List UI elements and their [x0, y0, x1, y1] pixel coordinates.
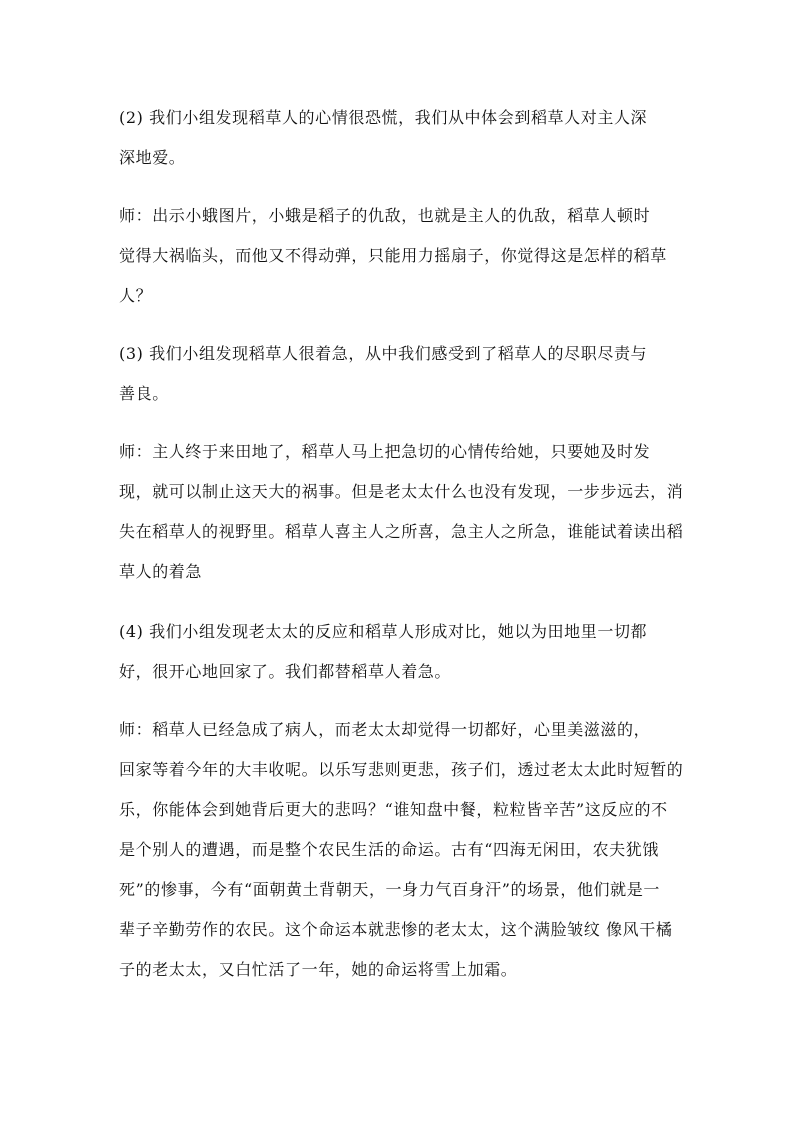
paragraph-teacher-3 [119, 710, 684, 990]
paragraph-student-report-3 [119, 334, 679, 414]
text-line: 师：出示小蛾图片，小蛾是稻子的仇敌，也就是主人的仇敌，稻草人顿时 [119, 206, 651, 225]
paragraph-teacher-1 [119, 196, 679, 316]
text-line: 乐，你能体会到她背后更大的悲吗？“谁知盘中餐，粒粒皆辛苦”这反应的不 [119, 800, 668, 819]
text-line: 死”的惨事，今有“面朝黄土背朝天，一身力气百身汗”的场景，他们就是一 [119, 880, 660, 899]
paragraph-student-report-4 [119, 612, 679, 692]
paragraph-student-report-2 [119, 98, 679, 178]
text-line: 觉得大祸临头，而他又不得动弹，只能用力摇扇子，你觉得这是怎样的稻草 [119, 246, 667, 265]
text-line: (2) 我们小组发现稻草人的心情很恐慌，我们从中体会到稻草人对主人深 [119, 108, 648, 127]
text-line: 师：稻草人已经急成了病人，而老太太却觉得一切都好，心里美滋滋的， [119, 720, 651, 739]
text-line: 现，就可以制止这天大的祸事。但是老太太什么也没有发现，一步步远去，消 [119, 482, 684, 501]
text-line: 师：主人终于来田地了，稻草人马上把急切的心情传给她，只要她及时发 [119, 442, 651, 461]
text-line: 人？ [119, 286, 153, 305]
text-line: 子的老太太，又白忙活了一年，她的命运将雪上加霜。 [119, 960, 518, 979]
text-line: 深地爱。 [119, 148, 186, 167]
text-line: 辈子辛勤劳作的农民。这个命运本就悲惨的老太太，这个满脸皱纹 像风干橘 [119, 920, 673, 939]
text-line: 回家等着今年的大丰收呢。以乐写悲则更悲，孩子们，透过老太太此时短暂的 [119, 760, 684, 779]
text-line: (4) 我们小组发现老太太的反应和稻草人形成对比，她以为田地里一切都 [119, 622, 648, 641]
text-line: 草人的着急 [119, 562, 203, 581]
text-line: 是个别人的遭遇，而是整个农民生活的命运。古有“四海无闲田，农夫犹饿 [119, 840, 659, 859]
text-line: 善良。 [119, 384, 169, 403]
text-line: 失在稻草人的视野里。稻草人喜主人之所喜，急主人之所急，谁能试着读出稻 [119, 522, 684, 541]
paragraph-teacher-2 [119, 432, 684, 592]
text-line: 好，很开心地回家了。我们都替稻草人着急。 [119, 662, 452, 681]
text-line: (3) 我们小组发现稻草人很着急，从中我们感受到了稻草人的尽职尽责与 [119, 344, 648, 363]
